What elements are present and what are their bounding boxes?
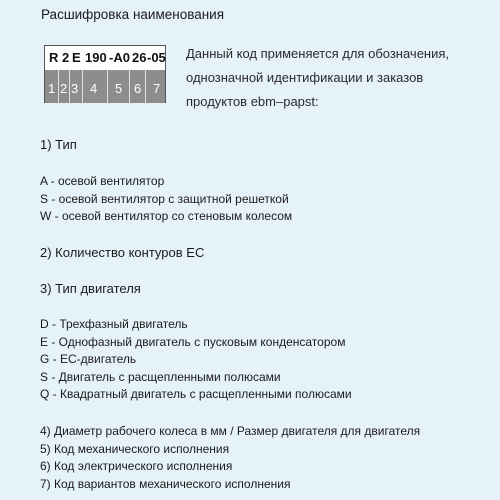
code-position-numbers <box>45 70 165 103</box>
code-divider <box>145 70 146 103</box>
section-heading-4: 4) Диаметр рабочего колеса в мм / Размер двигателя для двигателя <box>40 424 421 438</box>
code-num-2: 2 <box>60 81 68 96</box>
type-item-s: S - осевой вентилятор с защитной решеткой <box>40 192 289 206</box>
code-num-3: 3 <box>71 81 79 96</box>
code-part-type: R <box>49 50 59 65</box>
section-heading-7: 7) Код вариантов механического исполнения <box>40 477 291 491</box>
section-heading-1: 1) Тип <box>40 137 77 152</box>
motor-item-e: E - Однофазный двигатель с пусковым конденсатором <box>40 335 346 349</box>
code-part-mechanical: -A0 <box>109 50 130 65</box>
code-divider <box>129 70 130 103</box>
motor-item-d: D - Трехфазный двигатель <box>40 317 188 331</box>
code-num-6: 6 <box>134 81 142 96</box>
motor-item-g: G - EC-двигатель <box>40 352 137 366</box>
code-num-4: 4 <box>90 81 98 96</box>
intro-line-2: однозначной идентификации и заказов <box>186 70 424 85</box>
code-segments <box>45 46 165 70</box>
type-code-diagram <box>44 45 166 103</box>
section-heading-3: 3) Тип двигателя <box>40 281 141 296</box>
section-heading-6: 6) Код электрического исполнения <box>40 459 233 473</box>
code-divider <box>69 70 70 103</box>
code-part-electrical: 26 <box>132 50 147 65</box>
code-part-ec-count: 2 <box>62 50 70 65</box>
section-heading-2: 2) Количество контуров EC <box>40 245 205 260</box>
page-title: Расшифровка наименования <box>41 7 225 22</box>
motor-item-q: Q - Квадратный двигатель с расщепленными полюсами <box>40 387 352 401</box>
code-part-variant: -05 <box>147 50 166 65</box>
motor-item-s: S - Двигатель с расщепленными полюсами <box>40 370 281 384</box>
type-item-a: A - осевой вентилятор <box>40 174 165 188</box>
section-heading-5: 5) Код механического исполнения <box>40 442 230 456</box>
intro-line-3: продуктов ebm–papst: <box>186 94 319 109</box>
intro-line-1: Данный код применяется для обозначения, <box>186 46 450 61</box>
code-divider <box>82 70 83 103</box>
code-divider <box>58 70 59 103</box>
code-divider <box>107 70 108 103</box>
code-num-1: 1 <box>48 81 56 96</box>
type-item-w: W - осевой вентилятор со стеновым колесом <box>40 209 293 223</box>
code-part-diameter: 190 <box>85 50 107 65</box>
code-part-motor-type: E <box>72 50 81 65</box>
code-num-5: 5 <box>115 81 123 96</box>
code-num-7: 7 <box>153 81 161 96</box>
